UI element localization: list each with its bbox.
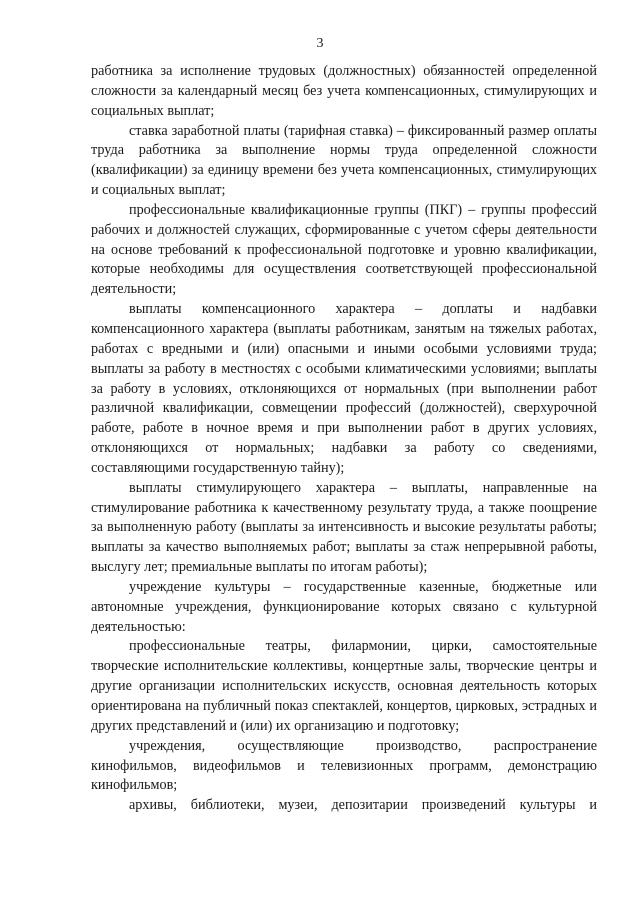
paragraph-incentive-payments: выплаты стимулирующего характера – выплаты, направленные на стимулирование работника к качественному результату труда, а также поощрение за выполненную работу (выплаты за интенсивность и высокие результаты работы; выплаты за качество выполняемых работ; выплаты за стаж непрерывной работы, выслугу лет; премиальные выплаты по итогам работы); xyxy=(91,479,597,576)
page-number: 3 xyxy=(316,36,324,51)
paragraph-compensation-payments: выплаты компенсационного характера – доплаты и надбавки компенсационного характера (выплаты работникам, занятым на тяжелых работах, работах с вредными и (или) опасными и иными особыми условиями труда; выплаты за работу в местностях с особыми климатическими условиями; выплаты за работу в условиях, отклоняющихся от нормальных (при выполнении работ различной квалификации, совмещении профессий (должностей), сверхурочной работе, работе в ночное время и при выполнении работ в других условиях, отклоняющихся от нормальных; надбавки за работу со сведениями, составляющими государственную тайну); xyxy=(91,301,597,476)
paragraph-archives: архивы, библиотеки, музеи, депозитарии произведений культуры и xyxy=(129,797,597,814)
paragraph-film-institutions: учреждения, осуществляющие производство, распространение кинофильмов, видеофильмов и телевизионных программ, демонстрацию кинофильмов; xyxy=(91,737,597,794)
paragraph-culture-institution: учреждение культуры – государственные казенные, бюджетные или автономные учреждения, функционирование которых связано с культурной деятельностью: xyxy=(91,578,597,635)
paragraph-salary-continuation: работника за исполнение трудовых (должностных) обязанностей определенной сложности за календарный месяц без учета компенсационных, стимулирующих и социальных выплат; xyxy=(91,63,597,119)
paragraph-qualification-groups: профессиональные квалификационные группы (ПКГ) – группы профессий рабочих и должностей служащих, сформированные с учетом сферы деятельности на основе требований к профессиональной подготовке и уровню квалификации, которые необходимы для осуществления соответствующей профессиональной деятельности; xyxy=(91,201,597,298)
paragraph-theatres: профессиональные театры, филармонии, цирки, самостоятельные творческие исполнительские коллективы, концертные залы, творческие центры и другие организации исполнительских искусств, основная деятельность которых ориентирована на публичный показ спектаклей, концертов, цирковых, эстрадных и других представлений и (или) их организацию и подготовку; xyxy=(91,638,597,734)
document-body xyxy=(91,62,597,816)
paragraph-tariff-rate: ставка заработной платы (тарифная ставка) – фиксированный размер оплаты труда работника за выполнение нормы труда определенной сложности (квалификации) за единицу времени без учета компенсационных, стимулирующих и социальных выплат; xyxy=(91,122,597,199)
